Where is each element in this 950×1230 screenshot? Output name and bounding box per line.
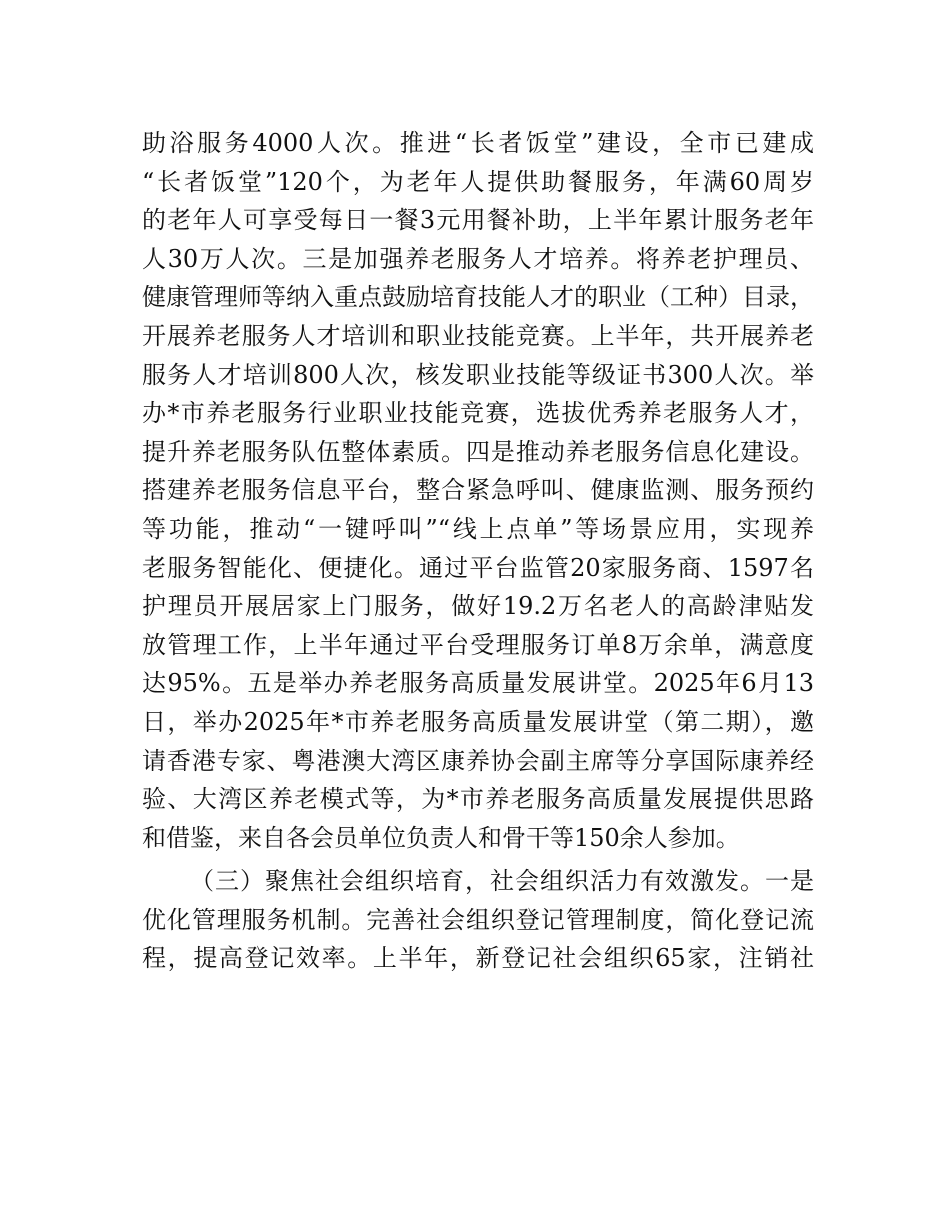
text-line: 助浴服务4000人次。推进“长者饭堂”建设，全市已建成	[142, 129, 814, 157]
paragraph-2	[142, 862, 814, 978]
text-line: 放管理工作，上半年通过平台受理服务订单8万余单，满意度	[142, 630, 814, 659]
document-body	[142, 124, 814, 978]
text-line: 老服务智能化、便捷化。通过平台监管20家服务商、1597名	[142, 553, 814, 582]
text-line: “长者饭堂”120个，为老年人提供助餐服务，年满60周岁	[142, 167, 814, 196]
text-line: （三）聚焦社会组织培育，社会组织活力有效激发。一是	[190, 867, 814, 896]
text-line: 程，提高登记效率。上半年，新登记社会组织65家，注销社	[142, 944, 814, 973]
text-line: 健康管理师等纳入重点鼓励培育技能人才的职业（工种）目录，	[142, 283, 814, 312]
text-line: 日，举办2025年*市养老服务高质量发展讲堂（第二期），邀	[142, 707, 814, 736]
text-line: 的老年人可享受每日一餐3元用餐补助，上半年累计服务老年	[142, 206, 814, 235]
text-line: 验、大湾区养老模式等，为*市养老服务高质量发展提供思路	[142, 785, 814, 814]
text-line: 达95%。五是举办养老服务高质量发展讲堂。2025年6月13	[142, 669, 814, 698]
text-line: 提升养老服务队伍整体素质。四是推动养老服务信息化建设。	[142, 437, 814, 466]
text-line: 办*市养老服务行业职业技能竞赛，选拔优秀养老服务人才，	[142, 399, 814, 428]
text-line: 优化管理服务机制。完善社会组织登记管理制度，简化登记流	[142, 905, 814, 934]
text-line: 人30万人次。三是加强养老服务人才培养。将养老护理员、	[142, 244, 814, 273]
text-line: 请香港专家、粤港澳大湾区康养协会副主席等分享国际康养经	[142, 746, 814, 775]
text-line: 护理员开展居家上门服务，做好19.2万名老人的高龄津贴发	[142, 592, 814, 621]
text-line: 等功能，推动“一键呼叫”“线上点单”等场景应用，实现养	[142, 514, 814, 543]
text-line: 服务人才培训800人次，核发职业技能等级证书300人次。举	[142, 360, 814, 389]
text-line: 和借鉴，来自各会员单位负责人和骨干等150余人参加。	[142, 823, 740, 852]
text-line: 开展养老服务人才培训和职业技能竞赛。上半年，共开展养老	[142, 321, 814, 350]
text-line: 搭建养老服务信息平台，整合紧急呼叫、健康监测、服务预约	[142, 476, 814, 505]
paragraph-1	[142, 124, 814, 857]
